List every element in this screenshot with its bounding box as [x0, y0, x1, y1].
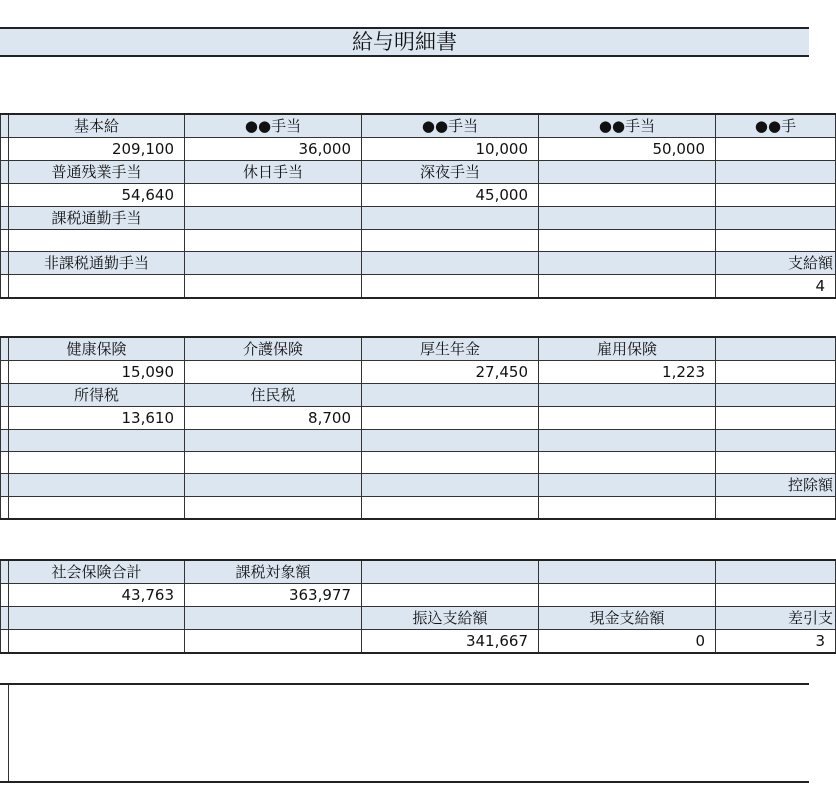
deductions-label-cell [539, 474, 716, 497]
deductions-row [1, 407, 836, 430]
deductions-label-cell: 控除額 [716, 474, 836, 497]
earnings-value-cell[interactable]: 4 [716, 275, 836, 299]
earnings-value-cell[interactable] [9, 275, 185, 299]
earnings-label-cell: ●●手当 [362, 114, 539, 138]
earnings-label-cell [185, 207, 362, 230]
deductions-label-cell: 健康保険 [9, 337, 185, 361]
earnings-row [1, 138, 836, 161]
earnings-value-cell[interactable]: 10,000 [362, 138, 539, 161]
totals-label-cell: 課税対象額 [185, 560, 362, 584]
deductions-label-cell [716, 384, 836, 407]
deductions-value-cell[interactable]: 1,223 [539, 361, 716, 384]
totals-value-cell[interactable]: 0 [539, 630, 716, 654]
earnings-label-cell [362, 207, 539, 230]
totals-value-cell[interactable]: 3 [716, 630, 836, 654]
deductions-label-cell [362, 430, 539, 452]
deductions-row [1, 474, 836, 497]
earnings-row [1, 114, 836, 138]
deductions-label-cell [185, 430, 362, 452]
row-edge-cell [1, 275, 9, 299]
row-edge-cell [1, 584, 9, 607]
deductions-label-cell [362, 474, 539, 497]
deductions-label-cell: 厚生年金 [362, 337, 539, 361]
deductions-value-cell[interactable] [185, 497, 362, 519]
deductions-table [0, 336, 836, 520]
earnings-value-cell[interactable] [716, 138, 836, 161]
earnings-label-cell [362, 252, 539, 275]
deductions-row [1, 337, 836, 361]
totals-row [1, 560, 836, 584]
deductions-label-cell: 雇用保険 [539, 337, 716, 361]
row-edge-cell [1, 560, 9, 584]
earnings-value-cell[interactable] [185, 230, 362, 252]
totals-label-cell: 現金支給額 [539, 607, 716, 630]
row-edge-cell [1, 452, 9, 474]
row-edge-cell [1, 407, 9, 430]
deductions-label-cell [539, 430, 716, 452]
earnings-value-cell[interactable] [362, 275, 539, 299]
deductions-value-cell[interactable] [716, 497, 836, 519]
row-edge-cell [1, 361, 9, 384]
deductions-label-cell: 所得税 [9, 384, 185, 407]
earnings-label-cell: 支給額 [716, 252, 836, 275]
earnings-label-cell: 基本給 [9, 114, 185, 138]
deductions-value-cell[interactable] [539, 407, 716, 430]
remarks-area [8, 685, 809, 781]
totals-value-cell[interactable]: 43,763 [9, 584, 185, 607]
earnings-label-cell: ●●手 [716, 114, 836, 138]
earnings-value-cell[interactable] [362, 230, 539, 252]
deductions-label-cell [362, 384, 539, 407]
deductions-value-cell[interactable] [362, 407, 539, 430]
deductions-row [1, 497, 836, 519]
deductions-value-cell[interactable] [539, 452, 716, 474]
remarks-box [0, 683, 809, 783]
totals-table [0, 559, 836, 654]
deductions-value-cell[interactable] [716, 407, 836, 430]
deductions-row [1, 430, 836, 452]
totals-value-cell[interactable] [716, 584, 836, 607]
totals-label-cell [185, 607, 362, 630]
deductions-row [1, 361, 836, 384]
row-edge-cell [1, 337, 9, 361]
page-title: 給与明細書 [0, 27, 809, 57]
earnings-value-cell[interactable] [539, 230, 716, 252]
totals-value-cell[interactable] [362, 584, 539, 607]
deductions-value-cell[interactable] [9, 452, 185, 474]
earnings-value-cell[interactable] [185, 184, 362, 207]
deductions-value-cell[interactable]: 15,090 [9, 361, 185, 384]
deductions-value-cell[interactable] [716, 361, 836, 384]
earnings-value-cell[interactable] [716, 184, 836, 207]
earnings-value-cell[interactable]: 36,000 [185, 138, 362, 161]
earnings-label-cell: ●●手当 [185, 114, 362, 138]
earnings-label-cell [539, 207, 716, 230]
earnings-value-cell[interactable] [9, 230, 185, 252]
earnings-value-cell[interactable] [716, 230, 836, 252]
earnings-label-cell: ●●手当 [539, 114, 716, 138]
deductions-label-cell [716, 337, 836, 361]
totals-label-cell [716, 560, 836, 584]
earnings-row [1, 161, 836, 184]
totals-value-cell[interactable]: 363,977 [185, 584, 362, 607]
row-edge-cell [1, 184, 9, 207]
row-edge-cell [1, 114, 9, 138]
deductions-label-cell [9, 474, 185, 497]
row-edge-cell [1, 474, 9, 497]
deductions-value-cell[interactable] [716, 452, 836, 474]
earnings-value-cell[interactable]: 45,000 [362, 184, 539, 207]
row-edge-cell [1, 497, 9, 519]
deductions-label-cell: 住民税 [185, 384, 362, 407]
earnings-value-cell[interactable]: 50,000 [539, 138, 716, 161]
deductions-label-cell [185, 474, 362, 497]
deductions-label-cell [9, 430, 185, 452]
totals-row [1, 584, 836, 607]
earnings-label-cell: 課税通勤手当 [9, 207, 185, 230]
totals-label-cell [362, 560, 539, 584]
row-edge-cell [1, 630, 9, 654]
earnings-label-cell [716, 161, 836, 184]
deductions-value-cell[interactable]: 8,700 [185, 407, 362, 430]
deductions-row [1, 452, 836, 474]
earnings-row [1, 252, 836, 275]
earnings-value-cell[interactable] [539, 184, 716, 207]
row-edge-cell [1, 207, 9, 230]
totals-row [1, 607, 836, 630]
deductions-value-cell[interactable] [539, 497, 716, 519]
earnings-label-cell [539, 252, 716, 275]
totals-value-cell[interactable]: 341,667 [362, 630, 539, 654]
earnings-value-cell[interactable]: 54,640 [9, 184, 185, 207]
earnings-value-cell[interactable] [185, 275, 362, 299]
deductions-label-cell [539, 384, 716, 407]
deductions-value-cell[interactable]: 13,610 [9, 407, 185, 430]
earnings-label-cell: 休日手当 [185, 161, 362, 184]
totals-label-cell: 社会保険合計 [9, 560, 185, 584]
earnings-label-cell [539, 161, 716, 184]
earnings-value-cell[interactable]: 209,100 [9, 138, 185, 161]
deductions-value-cell[interactable] [362, 497, 539, 519]
totals-value-cell[interactable] [539, 584, 716, 607]
deductions-label-cell: 介護保険 [185, 337, 362, 361]
totals-value-cell[interactable] [9, 630, 185, 654]
earnings-row [1, 275, 836, 299]
earnings-label-cell [185, 252, 362, 275]
row-edge-cell [1, 384, 9, 407]
row-edge-cell [1, 252, 9, 275]
totals-label-cell: 差引支 [716, 607, 836, 630]
earnings-table [0, 113, 836, 299]
row-edge-cell [1, 430, 9, 452]
totals-value-cell[interactable] [185, 630, 362, 654]
totals-label-cell: 振込支給額 [362, 607, 539, 630]
deductions-value-cell[interactable] [185, 452, 362, 474]
totals-row [1, 630, 836, 654]
earnings-label-cell: 深夜手当 [362, 161, 539, 184]
totals-label-cell [539, 560, 716, 584]
deductions-value-cell[interactable]: 27,450 [362, 361, 539, 384]
row-edge-cell [1, 161, 9, 184]
earnings-label-cell [716, 207, 836, 230]
earnings-row [1, 184, 836, 207]
deductions-label-cell [716, 430, 836, 452]
deductions-value-cell[interactable] [9, 497, 185, 519]
earnings-label-cell: 普通残業手当 [9, 161, 185, 184]
row-edge-cell [1, 607, 9, 630]
deductions-value-cell[interactable] [185, 361, 362, 384]
earnings-row [1, 230, 836, 252]
totals-label-cell [9, 607, 185, 630]
row-edge-cell [1, 138, 9, 161]
deductions-row [1, 384, 836, 407]
earnings-value-cell[interactable] [539, 275, 716, 299]
earnings-row [1, 207, 836, 230]
earnings-label-cell: 非課税通勤手当 [9, 252, 185, 275]
deductions-value-cell[interactable] [362, 452, 539, 474]
row-edge-cell [1, 230, 9, 252]
